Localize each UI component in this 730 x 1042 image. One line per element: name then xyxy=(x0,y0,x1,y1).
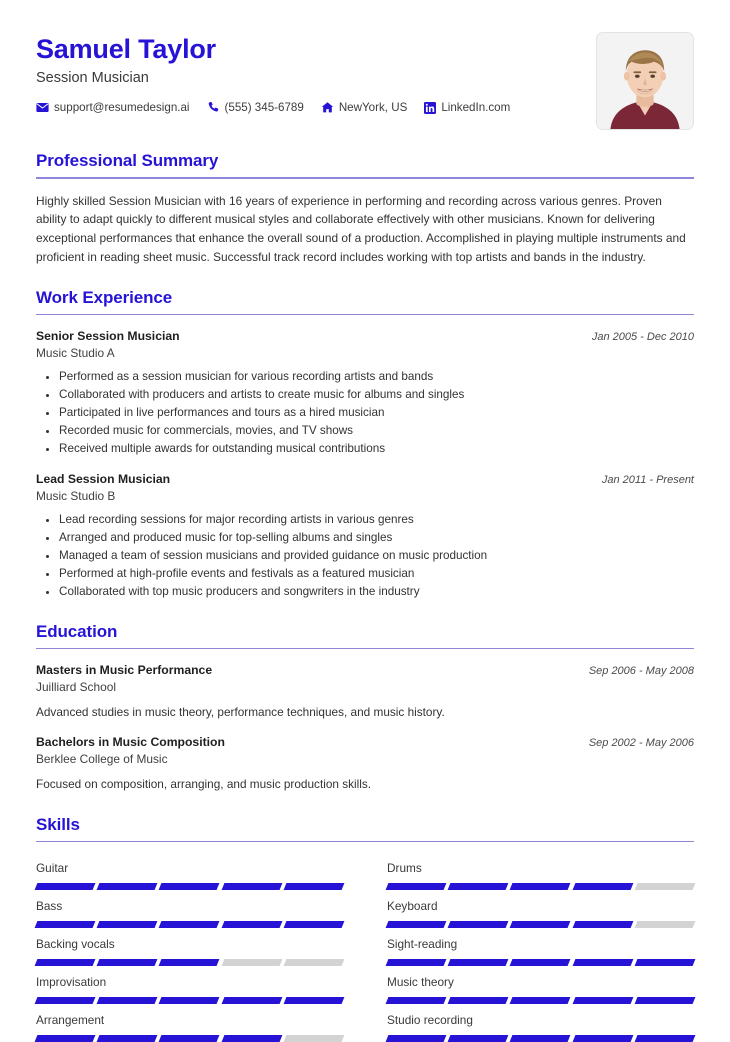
work-date: Jan 2005 - Dec 2010 xyxy=(591,331,694,344)
skill-level-bar xyxy=(36,959,343,966)
skill-segment xyxy=(97,959,158,966)
skill-segment xyxy=(283,921,344,928)
skill-segment xyxy=(572,959,633,966)
work-bullet: • Collaborated with producers and artists to create music for albums and singles xyxy=(59,387,694,404)
section-title-education: Education xyxy=(36,621,118,641)
skill-level-bar xyxy=(36,883,343,890)
contact-email[interactable] xyxy=(36,101,190,114)
skill-segment xyxy=(634,1035,695,1042)
education-description: Advanced studies in music theory, performance techniques, and music history. xyxy=(36,705,445,720)
education-school: Juilliard School xyxy=(36,680,116,695)
contact-phone-text: (555) 345-6789 xyxy=(224,101,304,115)
skill-level-bar xyxy=(36,1035,343,1042)
skill-segment xyxy=(35,959,96,966)
work-bullet: • Received multiple awards for outstanding musical contributions xyxy=(59,441,694,458)
skill-segment xyxy=(35,997,96,1004)
skill-level-bar xyxy=(387,1035,694,1042)
work-role: Senior Session Musician xyxy=(36,329,180,344)
work-company: Music Studio A xyxy=(36,346,115,361)
phone-icon xyxy=(207,101,220,114)
work-entry xyxy=(36,472,694,601)
skill-label: Keyboard xyxy=(387,899,438,914)
skill-label: Studio recording xyxy=(387,1013,473,1028)
section-title-work: Work Experience xyxy=(36,287,173,307)
skills-grid xyxy=(36,852,694,1042)
skill-segment xyxy=(448,959,509,966)
education-school: Berklee College of Music xyxy=(36,752,168,767)
work-bullets xyxy=(36,369,694,458)
linkedin-icon xyxy=(424,102,436,114)
skill-segment xyxy=(510,921,571,928)
skill-segment xyxy=(283,1035,344,1042)
skill-level-bar xyxy=(36,997,343,1004)
skill-segment xyxy=(159,1035,220,1042)
contact-location[interactable] xyxy=(321,101,408,114)
skill-item xyxy=(387,890,694,928)
skill-segment xyxy=(221,997,282,1004)
skill-segment xyxy=(572,1035,633,1042)
education-entry xyxy=(36,735,694,793)
skill-segment xyxy=(386,1035,447,1042)
skill-segment xyxy=(634,959,695,966)
skill-segment xyxy=(221,921,282,928)
skill-item xyxy=(36,1004,343,1042)
skill-segment xyxy=(634,921,695,928)
resume-header xyxy=(36,32,694,130)
skill-segment xyxy=(159,883,220,890)
skill-segment xyxy=(159,997,220,1004)
email-icon xyxy=(36,101,49,114)
work-bullet: • Managed a team of session musicians and provided guidance on music production xyxy=(59,548,694,565)
contact-location-text: NewYork, US xyxy=(338,101,408,115)
skill-label: Bass xyxy=(36,899,63,914)
contact-linkedin[interactable] xyxy=(424,101,510,114)
skill-segment xyxy=(97,883,158,890)
skill-item xyxy=(387,852,694,890)
education-degree: Masters in Music Performance xyxy=(36,663,213,678)
contact-email-text: support@resumedesign.ai xyxy=(54,101,190,115)
skill-segment xyxy=(283,997,344,1004)
skill-segment xyxy=(448,1035,509,1042)
skill-segment xyxy=(572,921,633,928)
skill-level-bar xyxy=(36,921,343,928)
skill-item xyxy=(36,966,343,1004)
skill-segment xyxy=(159,959,220,966)
skill-segment xyxy=(97,1035,158,1042)
skill-level-bar xyxy=(387,959,694,966)
education-date: Sep 2006 - May 2008 xyxy=(588,665,694,678)
work-role: Lead Session Musician xyxy=(36,472,171,487)
skill-segment xyxy=(386,883,447,890)
section-work-experience xyxy=(36,288,694,601)
skill-segment xyxy=(221,1035,282,1042)
summary-text: Highly skilled Session Musician with 16 years of experience in performing and recording across various genres. Proven ability to adapt quickly to different musical styles and collaborate effectively with other musicians. Known for delivering exceptional performances that enhance the overall sound of a production. Accomplished in playing multiple instruments and proficient in reading sheet music. Successful track record includes working with top artists and bands in the industry. xyxy=(36,193,686,264)
skill-segment xyxy=(572,997,633,1004)
skill-label: Sight-reading xyxy=(387,937,458,952)
skill-segment xyxy=(634,883,695,890)
skill-item xyxy=(387,928,694,966)
skill-segment xyxy=(510,883,571,890)
education-description: Focused on composition, arranging, and music production skills. xyxy=(36,777,372,792)
header-identity xyxy=(36,32,527,114)
section-skills xyxy=(36,815,694,1042)
work-bullet: • Arranged and produced music for top-selling albums and singles xyxy=(59,530,694,547)
section-divider xyxy=(36,314,694,316)
contact-linkedin-text: LinkedIn.com xyxy=(441,101,511,115)
skill-segment xyxy=(35,883,96,890)
skill-label: Arrangement xyxy=(36,1013,105,1028)
work-entry-head xyxy=(36,329,694,343)
work-date: Jan 2011 - Present xyxy=(601,474,694,487)
skill-segment xyxy=(510,1035,571,1042)
section-professional-summary xyxy=(36,151,694,267)
candidate-name: Samuel Taylor xyxy=(36,34,216,64)
skill-label: Improvisation xyxy=(36,975,107,990)
skill-segment xyxy=(448,921,509,928)
skill-segment xyxy=(572,883,633,890)
work-bullet: • Lead recording sessions for major recording artists in various genres xyxy=(59,512,694,529)
skill-segment xyxy=(386,959,447,966)
skill-segment xyxy=(510,997,571,1004)
education-date: Sep 2002 - May 2006 xyxy=(588,737,694,750)
work-bullet: • Performed at high-profile events and festivals as a featured musician xyxy=(59,566,694,583)
skill-level-bar xyxy=(387,921,694,928)
skill-segment xyxy=(448,997,509,1004)
work-bullet: • Collaborated with top music producers and songwriters in the industry xyxy=(59,584,694,601)
skill-segment xyxy=(35,1035,96,1042)
education-entry xyxy=(36,663,694,721)
skill-segment xyxy=(510,959,571,966)
skill-label: Guitar xyxy=(36,861,69,876)
work-bullets xyxy=(36,512,694,601)
home-icon xyxy=(321,101,334,114)
contact-row xyxy=(36,101,527,114)
skill-segment xyxy=(386,997,447,1004)
skill-item xyxy=(36,852,343,890)
skill-label: Drums xyxy=(387,861,422,876)
skill-segment xyxy=(97,997,158,1004)
skill-label: Music theory xyxy=(387,975,454,990)
skill-segment xyxy=(283,883,344,890)
skill-level-bar xyxy=(387,883,694,890)
section-title-skills: Skills xyxy=(36,814,80,834)
skill-level-bar xyxy=(387,997,694,1004)
section-divider xyxy=(36,177,694,179)
avatar xyxy=(596,32,694,130)
skill-segment xyxy=(634,997,695,1004)
skill-segment xyxy=(159,921,220,928)
skill-label: Backing vocals xyxy=(36,937,115,952)
work-entry xyxy=(36,329,694,458)
section-education xyxy=(36,622,694,794)
skill-segment xyxy=(448,883,509,890)
skill-item xyxy=(387,1004,694,1042)
work-bullet: • Performed as a session musician for various recording artists and bands xyxy=(59,369,694,386)
section-divider xyxy=(36,841,694,843)
work-bullet: • Participated in live performances and tours as a hired musician xyxy=(59,405,694,422)
work-entry-head xyxy=(36,472,694,486)
skill-segment xyxy=(221,959,282,966)
education-entry-head xyxy=(36,663,694,677)
education-degree: Bachelors in Music Composition xyxy=(36,735,225,750)
skill-segment xyxy=(35,921,96,928)
work-company: Music Studio B xyxy=(36,489,116,504)
skill-item xyxy=(36,928,343,966)
contact-phone[interactable] xyxy=(207,101,304,114)
skill-item xyxy=(36,890,343,928)
skill-segment xyxy=(386,921,447,928)
skill-item xyxy=(387,966,694,1004)
section-title-summary: Professional Summary xyxy=(36,151,219,170)
section-divider xyxy=(36,648,694,650)
education-entry-head xyxy=(36,735,694,749)
work-bullet: • Recorded music for commercials, movies, and TV shows xyxy=(59,423,694,440)
skill-segment xyxy=(97,921,158,928)
skill-segment xyxy=(221,883,282,890)
skill-segment xyxy=(283,959,344,966)
candidate-job-title: Session Musician xyxy=(36,70,149,87)
